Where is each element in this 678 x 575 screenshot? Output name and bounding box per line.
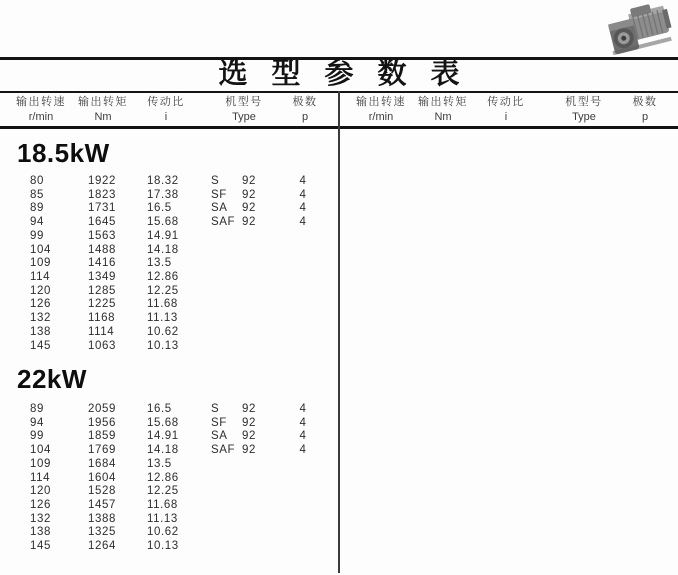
cell-poles: 4 <box>299 403 307 415</box>
table-row <box>0 298 338 311</box>
header-label-unit: r/min <box>368 111 394 123</box>
cell-speed: 109 <box>30 457 51 470</box>
cell-speed: 126 <box>30 298 51 311</box>
header-label-zh: 输出转速 <box>356 96 406 108</box>
table-row <box>0 430 338 443</box>
table-body-right <box>340 0 678 575</box>
cell-torque: 1457 <box>88 499 116 512</box>
cell-ratio: 16.5 <box>147 403 172 415</box>
cell-speed: 99 <box>30 430 44 443</box>
table-row <box>0 312 338 325</box>
cell-speed: 94 <box>30 416 44 429</box>
table-row <box>0 499 338 512</box>
header-label-unit: Type <box>232 111 256 123</box>
cell-speed: 85 <box>30 188 44 201</box>
cell-speed: 99 <box>30 229 44 242</box>
cell-speed: 145 <box>30 540 51 553</box>
cell-speed: 80 <box>30 175 44 187</box>
cell-frame: 92 <box>242 175 256 187</box>
table-row <box>0 526 338 539</box>
cell-type: SAF <box>211 444 236 457</box>
cell-torque: 1349 <box>88 271 116 284</box>
cell-type: SAF <box>211 216 236 229</box>
cell-speed: 89 <box>30 403 44 415</box>
cell-torque: 1528 <box>88 485 116 498</box>
cell-frame: 92 <box>242 444 256 457</box>
table-row <box>0 417 338 430</box>
cell-ratio: 12.25 <box>147 284 179 297</box>
cell-speed: 138 <box>30 526 51 539</box>
cell-poles: 4 <box>299 430 307 443</box>
table-row <box>0 271 338 284</box>
cell-ratio: 11.68 <box>147 298 178 311</box>
cell-torque: 1285 <box>88 284 116 297</box>
header-label-unit: Type <box>572 111 596 123</box>
cell-frame: 92 <box>242 216 256 229</box>
cell-poles: 4 <box>299 444 307 457</box>
cell-ratio: 12.25 <box>147 485 179 498</box>
cell-torque: 1388 <box>88 512 116 525</box>
header-label-zh: 机型号 <box>565 96 603 108</box>
cell-torque: 1168 <box>88 312 116 325</box>
cell-ratio: 13.5 <box>147 457 172 470</box>
table-row <box>0 285 338 298</box>
section-heading-18.5kW: 18.5kW <box>17 138 110 168</box>
cell-type: S <box>211 175 220 187</box>
cell-speed: 132 <box>30 512 51 525</box>
cell-ratio: 13.5 <box>147 257 172 270</box>
cell-torque: 1325 <box>88 526 116 539</box>
cell-torque: 1859 <box>88 430 116 443</box>
table-row <box>0 485 338 498</box>
table-row <box>0 444 338 457</box>
header-label-zh: 输出转矩 <box>78 96 128 108</box>
table-row <box>0 175 338 188</box>
cell-ratio: 11.13 <box>147 512 178 525</box>
cell-ratio: 11.13 <box>147 312 178 325</box>
header-label-zh: 极数 <box>632 96 658 108</box>
cell-torque: 1956 <box>88 416 116 429</box>
cell-type: SA <box>211 202 228 215</box>
cell-torque: 1416 <box>88 257 116 270</box>
cell-ratio: 14.91 <box>147 430 179 443</box>
cell-speed: 109 <box>30 257 51 270</box>
cell-torque: 1563 <box>88 229 116 242</box>
cell-frame: 92 <box>242 188 256 201</box>
cell-torque: 1769 <box>88 444 116 457</box>
cell-speed: 94 <box>30 216 44 229</box>
cell-torque: 1063 <box>88 339 116 352</box>
table-row <box>0 202 338 215</box>
table-row <box>0 189 338 202</box>
table-row <box>0 340 338 353</box>
cell-torque: 1114 <box>88 325 115 338</box>
cell-torque: 1225 <box>88 298 116 311</box>
cell-frame: 92 <box>242 430 256 443</box>
cell-speed: 120 <box>30 485 51 498</box>
table-row <box>0 403 338 416</box>
header-label-unit: r/min <box>28 111 54 123</box>
header-label-zh: 极数 <box>292 96 318 108</box>
header-label-zh: 机型号 <box>225 96 263 108</box>
cell-type: SA <box>211 430 228 443</box>
cell-speed: 114 <box>30 471 51 484</box>
cell-torque: 1488 <box>88 243 116 256</box>
table-row <box>0 326 338 339</box>
cell-type: SF <box>211 416 227 429</box>
cell-frame: 92 <box>242 403 256 415</box>
header-label-zh: 传动比 <box>147 96 185 108</box>
cell-poles: 4 <box>299 202 307 215</box>
cell-ratio: 16.5 <box>147 202 172 215</box>
cell-type: SF <box>211 188 227 201</box>
cell-poles: 4 <box>299 175 307 187</box>
table-row <box>0 458 338 471</box>
cell-speed: 126 <box>30 499 51 512</box>
cell-ratio: 14.18 <box>147 243 179 256</box>
cell-speed: 120 <box>30 284 51 297</box>
cell-ratio: 15.68 <box>147 216 179 229</box>
table-row <box>0 244 338 257</box>
cell-torque: 1604 <box>88 471 116 484</box>
cell-ratio: 10.62 <box>147 526 179 539</box>
cell-speed: 132 <box>30 312 51 325</box>
table-row <box>0 472 338 485</box>
cell-poles: 4 <box>299 188 307 201</box>
cell-ratio: 12.86 <box>147 471 179 484</box>
cell-ratio: 15.68 <box>147 416 179 429</box>
cell-torque: 1264 <box>88 540 116 553</box>
cell-speed: 89 <box>30 202 44 215</box>
header-label-zh: 输出转矩 <box>418 96 468 108</box>
cell-poles: 4 <box>299 216 307 229</box>
cell-ratio: 12.86 <box>147 271 179 284</box>
cell-frame: 92 <box>242 202 256 215</box>
cell-ratio: 14.18 <box>147 444 179 457</box>
header-label-unit: i <box>504 111 508 123</box>
table-row <box>0 216 338 229</box>
cell-torque: 1922 <box>88 175 116 187</box>
cell-speed: 145 <box>30 339 51 352</box>
cell-ratio: 18.32 <box>147 175 179 187</box>
cell-ratio: 10.13 <box>147 540 179 553</box>
table-row <box>0 540 338 553</box>
cell-speed: 104 <box>30 243 51 256</box>
cell-speed: 138 <box>30 325 51 338</box>
cell-speed: 114 <box>30 271 51 284</box>
cell-ratio: 10.13 <box>147 339 179 352</box>
cell-frame: 92 <box>242 416 256 429</box>
header-label-unit: Nm <box>94 111 112 123</box>
cell-ratio: 17.38 <box>147 188 179 201</box>
header-label-zh: 输出转速 <box>16 96 66 108</box>
cell-ratio: 14.91 <box>147 229 179 242</box>
header-label-unit: Nm <box>434 111 452 123</box>
cell-type: S <box>211 403 220 415</box>
header-label-unit: p <box>641 111 649 123</box>
cell-torque: 1731 <box>88 202 116 215</box>
cell-ratio: 11.68 <box>147 499 178 512</box>
table-row <box>0 513 338 526</box>
table-body-left <box>0 0 338 575</box>
cell-ratio: 10.62 <box>147 325 179 338</box>
table-row <box>0 257 338 270</box>
page-title: 选型参数表 <box>218 58 484 90</box>
cell-poles: 4 <box>299 416 307 429</box>
cell-torque: 1823 <box>88 188 116 201</box>
section-heading-22kW: 22kW <box>17 364 87 394</box>
cell-torque: 1684 <box>88 457 116 470</box>
cell-torque: 2059 <box>88 403 116 415</box>
header-label-unit: i <box>164 111 168 123</box>
cell-torque: 1645 <box>88 216 116 229</box>
header-label-unit: p <box>301 111 309 123</box>
cell-speed: 104 <box>30 444 51 457</box>
header-label-zh: 传动比 <box>487 96 525 108</box>
table-row <box>0 230 338 243</box>
